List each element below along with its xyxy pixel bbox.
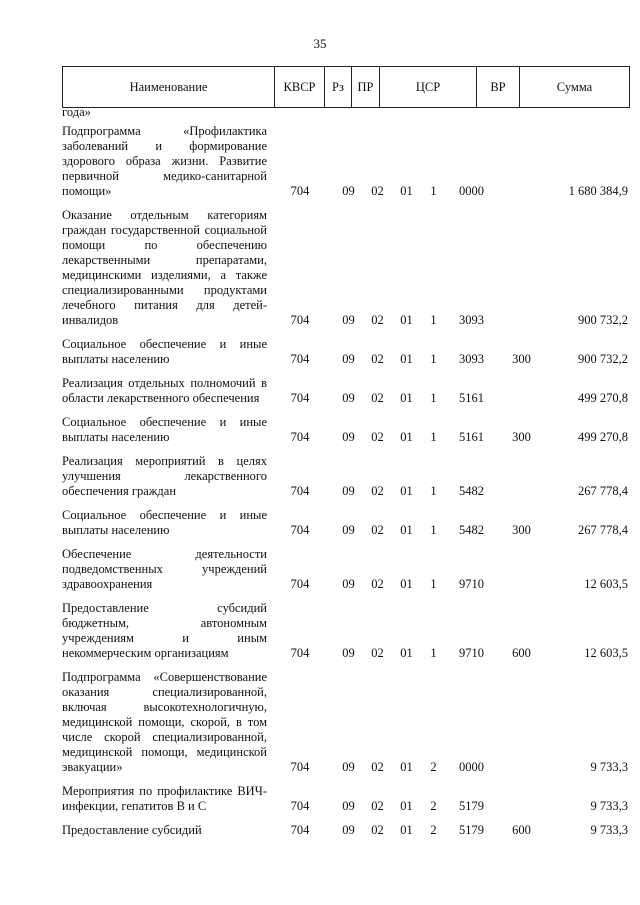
sum-cell: 900 732,2 <box>578 352 628 366</box>
row-codes <box>267 313 628 328</box>
vr-cell: 300 <box>512 523 531 537</box>
sum-cell: 267 778,4 <box>578 484 628 498</box>
csr3-cell: 5482 <box>459 523 484 537</box>
rz-cell: 09 <box>342 430 355 444</box>
csr1-cell: 01 <box>400 823 413 837</box>
header-vr: ВР <box>476 67 519 107</box>
sum-cell: 9 733,3 <box>590 760 628 774</box>
table-row <box>62 670 628 775</box>
row-codes <box>267 823 628 838</box>
row-codes <box>267 184 628 199</box>
vr-cell <box>498 391 545 406</box>
row-name: Обеспечение деятельности подведомственных учреждений здравоохранения <box>62 547 267 591</box>
pr-cell: 02 <box>371 313 384 327</box>
row-name: Реализация мероприятий в целях улучшения лекарственного обеспечения граждан <box>62 454 267 498</box>
row-codes <box>267 799 628 814</box>
sum-cell: 12 603,5 <box>584 577 628 591</box>
csr2-cell: 1 <box>430 352 437 366</box>
csr3-cell: 3093 <box>459 313 484 327</box>
csr1-cell: 01 <box>400 313 413 327</box>
csr1-cell: 01 <box>400 523 413 537</box>
kvsr-cell: 704 <box>290 184 310 198</box>
sum-cell: 499 270,8 <box>578 391 628 405</box>
rz-cell: 09 <box>342 760 355 774</box>
row-name: Подпрограмма «Профилактика заболеваний и формирование здорового образа жизни. Развитие первичной медико-санитарной помощи» <box>62 124 267 198</box>
csr3-cell: 0000 <box>459 184 484 198</box>
csr1-cell: 01 <box>400 430 413 444</box>
pr-cell: 02 <box>371 430 384 444</box>
csr1-cell: 01 <box>400 577 413 591</box>
row-codes <box>267 352 628 367</box>
rz-cell: 09 <box>342 184 355 198</box>
csr1-cell: 01 <box>400 799 413 813</box>
table-row <box>62 337 628 367</box>
csr2-cell: 1 <box>430 484 437 498</box>
header-pr: ПР <box>351 67 379 107</box>
csr3-cell: 5179 <box>459 823 484 837</box>
row-name: Социальное обеспечение и иные выплаты населению <box>62 508 267 537</box>
kvsr-cell: 704 <box>290 352 310 366</box>
vr-cell <box>498 577 545 592</box>
row-name: Социальное обеспечение и иные выплаты населению <box>62 415 267 444</box>
csr3-cell: 0000 <box>459 760 484 774</box>
vr-cell: 600 <box>512 646 531 660</box>
csr2-cell: 2 <box>430 799 437 813</box>
row-codes <box>267 577 628 592</box>
continuation-text: года» <box>62 105 91 119</box>
rz-cell: 09 <box>342 313 355 327</box>
table-row <box>62 376 628 406</box>
page-number: 35 <box>313 36 327 51</box>
sum-cell: 9 733,3 <box>590 823 628 837</box>
pr-cell: 02 <box>371 184 384 198</box>
row-name: Реализация отдельных полномочий в области лекарственного обеспечения <box>62 376 267 405</box>
csr2-cell: 1 <box>430 430 437 444</box>
pr-cell: 02 <box>371 760 384 774</box>
sum-cell: 9 733,3 <box>590 799 628 813</box>
pr-cell: 02 <box>371 646 384 660</box>
rz-cell: 09 <box>342 577 355 591</box>
header-kvsr: КВСР <box>274 67 324 107</box>
csr2-cell: 1 <box>430 523 437 537</box>
vr-cell <box>498 799 545 814</box>
vr-cell: 300 <box>512 352 531 366</box>
rz-cell: 09 <box>342 484 355 498</box>
csr2-cell: 1 <box>430 313 437 327</box>
csr2-cell: 2 <box>430 760 437 774</box>
kvsr-cell: 704 <box>290 484 310 498</box>
table-row <box>62 454 628 499</box>
table-row <box>62 415 628 445</box>
pr-cell: 02 <box>371 352 384 366</box>
sum-cell: 499 270,8 <box>578 430 628 444</box>
kvsr-cell: 704 <box>290 313 310 327</box>
rz-cell: 09 <box>342 799 355 813</box>
pr-cell: 02 <box>371 577 384 591</box>
row-name: Мероприятия по профилактике ВИЧ-инфекции, гепатитов В и С <box>62 784 267 813</box>
sum-cell: 900 732,2 <box>578 313 628 327</box>
rz-cell: 09 <box>342 352 355 366</box>
row-name: Оказание отдельным категориям граждан государственной социальной помощи по обеспечению лекарственными препаратами, медицинскими изделиями, а также специализированными продуктами лечебного питания для детей-инвалидов <box>62 208 267 327</box>
csr2-cell: 1 <box>430 646 437 660</box>
row-name: Подпрограмма «Совершенствование оказания специализированной, включая высокотехнологичную, медицинской помощи, скорой, в том числе скорой специализированной, медицинской помощи, медицинской эвакуации» <box>62 670 267 774</box>
kvsr-cell: 704 <box>290 823 310 837</box>
kvsr-cell: 704 <box>290 391 310 405</box>
pr-cell: 02 <box>371 391 384 405</box>
csr3-cell: 3093 <box>459 352 484 366</box>
row-codes <box>267 523 628 538</box>
csr1-cell: 01 <box>400 760 413 774</box>
kvsr-cell: 704 <box>290 646 310 660</box>
csr3-cell: 5179 <box>459 799 484 813</box>
header-rz: Рз <box>324 67 351 107</box>
sum-cell: 267 778,4 <box>578 523 628 537</box>
table-body <box>62 124 628 847</box>
rz-cell: 09 <box>342 523 355 537</box>
table-row <box>62 547 628 592</box>
row-codes <box>267 391 628 406</box>
csr1-cell: 01 <box>400 646 413 660</box>
csr1-cell: 01 <box>400 184 413 198</box>
pr-cell: 02 <box>371 799 384 813</box>
csr3-cell: 9710 <box>459 646 484 660</box>
pr-cell: 02 <box>371 823 384 837</box>
vr-cell <box>498 760 545 775</box>
row-codes <box>267 760 628 775</box>
csr2-cell: 2 <box>430 823 437 837</box>
csr3-cell: 5482 <box>459 484 484 498</box>
kvsr-cell: 704 <box>290 760 310 774</box>
vr-cell <box>498 313 545 328</box>
pr-cell: 02 <box>371 523 384 537</box>
row-name: Социальное обеспечение и иные выплаты населению <box>62 337 267 366</box>
kvsr-cell: 704 <box>290 430 310 444</box>
csr2-cell: 1 <box>430 391 437 405</box>
row-name: Предоставление субсидий бюджетным, автономным учреждениям и иным некоммерческим организациям <box>62 601 267 660</box>
table-row <box>62 784 628 814</box>
csr3-cell: 5161 <box>459 430 484 444</box>
kvsr-cell: 704 <box>290 523 310 537</box>
rz-cell: 09 <box>342 646 355 660</box>
rz-cell: 09 <box>342 391 355 405</box>
rz-cell: 09 <box>342 823 355 837</box>
row-codes <box>267 646 628 661</box>
table-header <box>62 66 630 108</box>
kvsr-cell: 704 <box>290 799 310 813</box>
row-codes <box>267 430 628 445</box>
pr-cell: 02 <box>371 484 384 498</box>
header-sum: Сумма <box>519 67 629 107</box>
table-row <box>62 208 628 328</box>
csr2-cell: 1 <box>430 184 437 198</box>
csr1-cell: 01 <box>400 484 413 498</box>
table-row <box>62 823 628 838</box>
csr2-cell: 1 <box>430 577 437 591</box>
table-row <box>62 508 628 538</box>
sum-cell: 1 680 384,9 <box>568 184 628 198</box>
header-name: Наименование <box>129 79 208 94</box>
row-name: Предоставление субсидий <box>62 823 202 837</box>
vr-cell: 600 <box>512 823 531 837</box>
vr-cell <box>498 184 545 199</box>
vr-cell: 300 <box>512 430 531 444</box>
vr-cell <box>498 484 545 499</box>
kvsr-cell: 704 <box>290 577 310 591</box>
csr1-cell: 01 <box>400 352 413 366</box>
csr3-cell: 5161 <box>459 391 484 405</box>
header-csr: ЦСР <box>379 67 476 107</box>
table-row <box>62 601 628 661</box>
csr3-cell: 9710 <box>459 577 484 591</box>
sum-cell: 12 603,5 <box>584 646 628 660</box>
row-codes <box>267 484 628 499</box>
table-row <box>62 124 628 199</box>
csr1-cell: 01 <box>400 391 413 405</box>
